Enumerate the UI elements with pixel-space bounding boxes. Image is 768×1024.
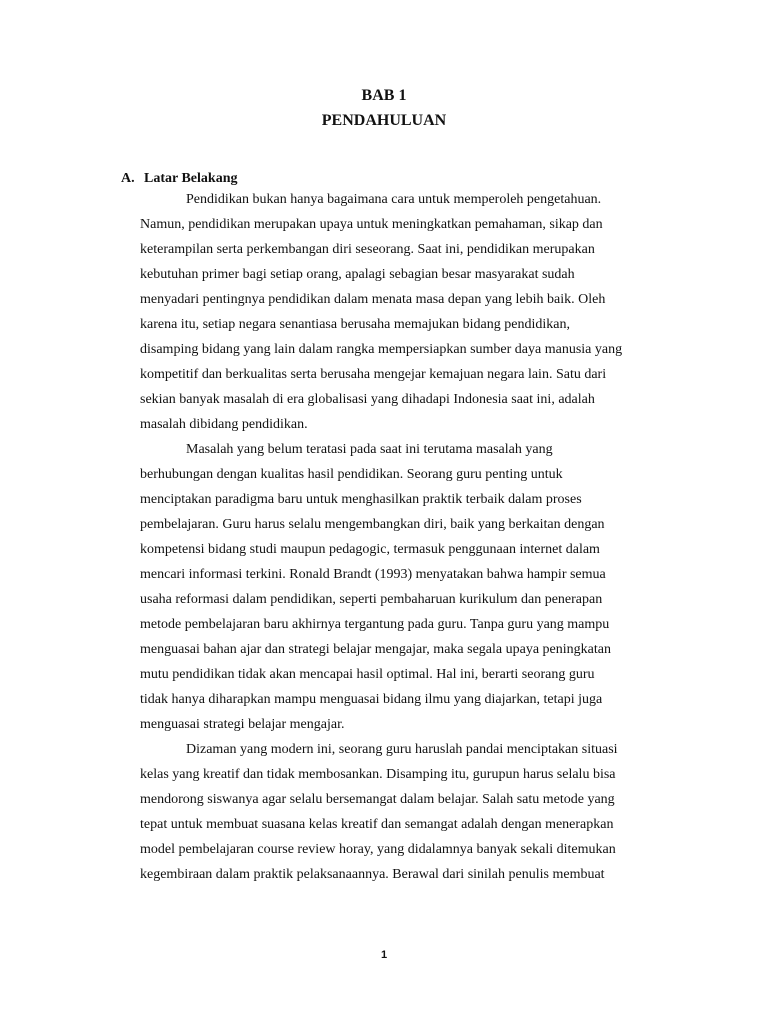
text-line: tidak hanya diharapkan mampu menguasai bidang ilmu yang diajarkan, tetapi juga xyxy=(140,692,603,707)
text-line: menguasai strategi belajar mengajar. xyxy=(140,717,345,732)
text-line: Dizaman yang modern ini, seorang guru haruslah pandai menciptakan situasi xyxy=(186,742,618,757)
text-line: tepat untuk membuat suasana kelas kreatif dan semangat adalah dengan menerapkan xyxy=(140,817,614,832)
text-line: Pendidikan bukan hanya bagaimana cara untuk memperoleh pengetahuan. xyxy=(186,192,602,207)
text-line: kelas yang kreatif dan tidak membosankan. Disamping itu, gurupun harus selalu bisa xyxy=(140,767,616,782)
text-line: menguasai bahan ajar dan strategi belajar mengajar, maka segala upaya peningkatan xyxy=(140,642,611,657)
text-line: berhubungan dengan kualitas hasil pendidikan. Seorang guru penting untuk xyxy=(140,467,563,482)
text-line: pembelajaran. Guru harus selalu mengembangkan diri, baik yang berkaitan dengan xyxy=(140,517,605,532)
text-line: sekian banyak masalah di era globalisasi yang dihadapi Indonesia saat ini, adalah xyxy=(140,392,595,407)
text-line: mencari informasi terkini. Ronald Brandt (1993) menyatakan bahwa hampir semua xyxy=(140,567,606,582)
text-line: kebutuhan primer bagi setiap orang, apalagi sebagian besar masyarakat sudah xyxy=(140,267,575,282)
text-line: kegembiraan dalam praktik pelaksanaannya. Berawal dari sinilah penulis membuat xyxy=(140,867,605,882)
text-line: disamping bidang yang lain dalam rangka mempersiapkan sumber daya manusia yang xyxy=(140,342,623,357)
chapter-number: BAB 1 xyxy=(361,87,407,104)
text-line: metode pembelajaran baru akhirnya tergantung pada guru. Tanpa guru yang mampu xyxy=(140,617,610,632)
section-title: Latar Belakang xyxy=(144,171,238,186)
text-line: mendorong siswanya agar selalu bersemangat dalam belajar. Salah satu metode yang xyxy=(140,792,615,807)
text-line: menyadari pentingnya pendidikan dalam menata masa depan yang lebih baik. Oleh xyxy=(140,292,606,307)
section-heading xyxy=(121,170,237,188)
text-line: model pembelajaran course review horay, yang didalamnya banyak sekali ditemukan xyxy=(140,842,616,857)
section-number: A. xyxy=(121,171,135,186)
text-line: masalah dibidang pendidikan. xyxy=(140,417,308,432)
text-line: karena itu, setiap negara senantiasa berusaha memajukan bidang pendidikan, xyxy=(140,317,570,332)
chapter-title: PENDAHULUAN xyxy=(321,112,447,129)
text-line: mutu pendidikan tidak akan mencapai hasil optimal. Hal ini, berarti seorang guru xyxy=(140,667,595,682)
text-line: kompetitif dan berkualitas serta berusaha mengejar kemajuan negara lain. Satu dari xyxy=(140,367,607,382)
text-line: usaha reformasi dalam pendidikan, seperti pembaharuan kurikulum dan penerapan xyxy=(140,592,603,607)
text-line: kompetensi bidang studi maupun pedagogic, termasuk penggunaan internet dalam xyxy=(140,542,600,557)
text-line: Masalah yang belum teratasi pada saat ini terutama masalah yang xyxy=(186,442,553,457)
text-line: menciptakan paradigma baru untuk menghasilkan praktik terbaik dalam proses xyxy=(140,492,582,507)
page-number: 1 xyxy=(380,949,388,961)
text-line: Namun, pendidikan merupakan upaya untuk meningkatkan pemahaman, sikap dan xyxy=(140,217,603,232)
text-line: keterampilan serta perkembangan diri seseorang. Saat ini, pendidikan merupakan xyxy=(140,242,595,257)
